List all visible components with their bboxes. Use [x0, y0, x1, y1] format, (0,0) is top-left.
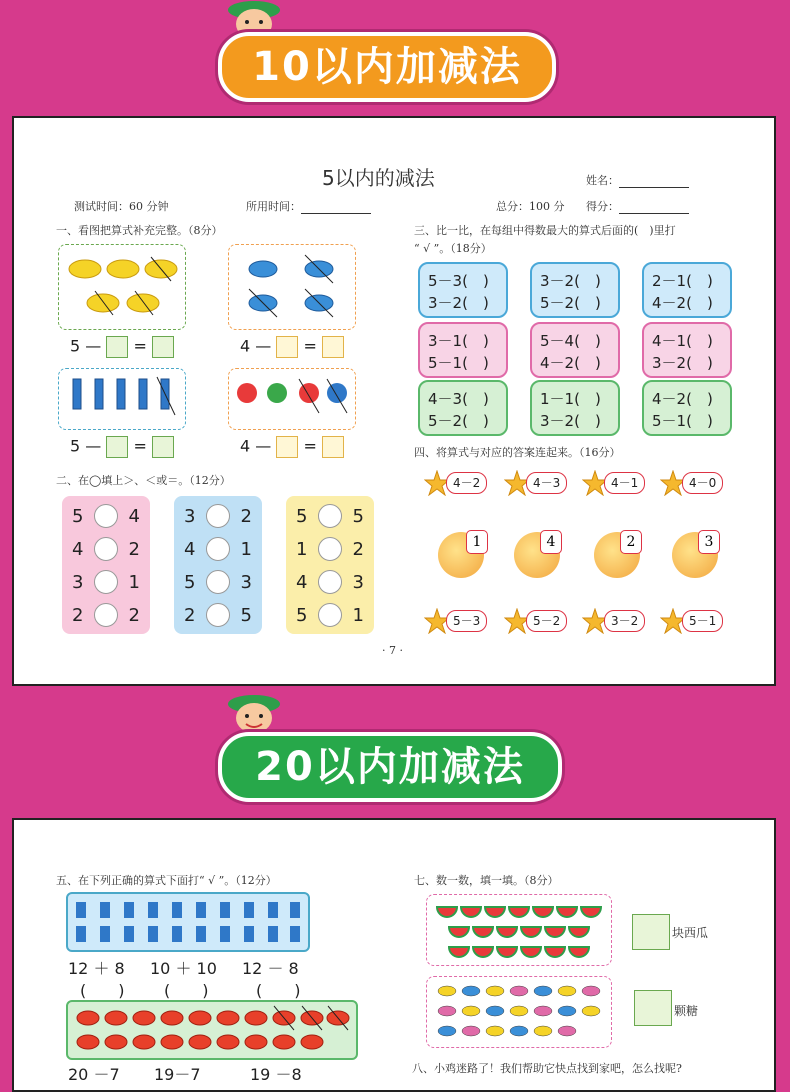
score-field: 得分：	[586, 198, 689, 214]
section-8-title: 八、小鸡迷路了！我们帮助它快点找到家吧，怎么找呢?	[412, 1062, 682, 1075]
section-4-title: 四、将算式与对应的答案连起来。（16分）	[414, 446, 621, 459]
expression-5: 19－7	[154, 1065, 201, 1084]
candy-answer-box[interactable]	[634, 990, 672, 1026]
compare-row: 2 5	[184, 605, 252, 626]
compare-group-1	[62, 496, 150, 634]
worksheet-page-7	[12, 116, 776, 686]
answer-paren[interactable]: ( )	[256, 981, 301, 1000]
expression-4: 20 －7	[68, 1065, 120, 1084]
section-1-title: 一、看图把算式补充完整。（8分）	[56, 224, 223, 237]
expression-pill[interactable]: 4－1	[604, 472, 645, 494]
choice-box-6[interactable]: 4－1( ) 3－2( )	[642, 322, 732, 378]
section-3-title: 三、比一比，在每组中得数最大的算式后面的( )里打	[414, 224, 676, 237]
page-number: · 7 ·	[382, 644, 403, 657]
compare-row: 3 1	[72, 572, 140, 593]
mango-icon	[59, 245, 185, 329]
choice-box-5[interactable]: 5－4( ) 4－2( )	[530, 322, 620, 378]
mango-picture	[58, 244, 186, 330]
expression-2: 10 ＋ 10	[150, 959, 217, 978]
compare-group-3	[286, 496, 374, 634]
drum-picture	[66, 1000, 358, 1060]
banner-10-within: 10以内加减法	[218, 32, 556, 102]
answer-tag[interactable]: 4	[540, 530, 562, 554]
watermelon-icon	[427, 895, 611, 965]
choice-box-3[interactable]: 2－1( ) 4－2( )	[642, 262, 732, 318]
answer-tag[interactable]: 1	[466, 530, 488, 554]
compare-row: 5 5	[296, 506, 364, 527]
page-title: 5以内的减法	[322, 166, 435, 190]
used-time-field: 所用时间：	[246, 198, 371, 214]
wrapped-candy-icon	[427, 977, 611, 1047]
pencil-picture	[58, 368, 186, 430]
compare-row: 5 3	[184, 572, 252, 593]
answer-tag[interactable]: 3	[698, 530, 720, 554]
answer-tag[interactable]: 2	[620, 530, 642, 554]
bottle-picture	[66, 892, 310, 952]
name-field: 姓名：	[586, 172, 689, 188]
section-7-title: 七、数一数，填一填。（8分）	[414, 874, 559, 887]
compare-row: 1 2	[296, 539, 364, 560]
expression-pill[interactable]: 4－0	[682, 472, 723, 494]
compare-row: 2 2	[72, 605, 140, 626]
expression-3: 12 － 8	[242, 959, 299, 978]
pinwheel-icon	[229, 369, 355, 429]
expression-pill[interactable]: 5－1	[682, 610, 723, 632]
compare-row: 5 1	[296, 605, 364, 626]
choice-box-8[interactable]: 1－1( ) 3－2( )	[530, 380, 620, 436]
choice-box-2[interactable]: 3－2( ) 5－2( )	[530, 262, 620, 318]
watermelon-label: 块西瓜	[672, 926, 709, 940]
compare-row: 4 3	[296, 572, 364, 593]
watermelon-picture	[426, 894, 612, 966]
answer-paren[interactable]: ( )	[80, 981, 125, 1000]
section-2-title: 二、在◯填上＞、＜或＝。（12分）	[56, 474, 231, 487]
expression-1: 12 ＋ 8	[68, 959, 125, 978]
choice-box-4[interactable]: 3－1( ) 5－1( )	[418, 322, 508, 378]
expression-pill[interactable]: 4－3	[526, 472, 567, 494]
compare-row: 4 1	[184, 539, 252, 560]
choice-box-1[interactable]: 5－3( ) 3－2( )	[418, 262, 508, 318]
compare-row: 4 2	[72, 539, 140, 560]
candy-label: 颗糖	[674, 1004, 699, 1018]
candy-icon	[229, 245, 355, 329]
candy-pile-picture	[426, 976, 612, 1048]
candy-picture	[228, 244, 356, 330]
banner-20-within: 20以内加减法	[218, 732, 562, 802]
choice-box-9[interactable]: 4－2( ) 5－1( )	[642, 380, 732, 436]
expression-pill[interactable]: 4－2	[446, 472, 487, 494]
watermelon-answer-box[interactable]	[632, 914, 670, 950]
worksheet-page-8	[12, 818, 776, 1092]
equation-3: 5 — =	[70, 436, 174, 458]
total-score: 总分：100 分	[496, 200, 565, 213]
test-time: 测试时间：60 分钟	[74, 200, 169, 213]
drum-icon	[68, 1002, 356, 1058]
compare-group-2	[174, 496, 262, 634]
pencil-icon	[59, 369, 185, 429]
choice-box-7[interactable]: 4－3( ) 5－2( )	[418, 380, 508, 436]
cartoon-kid-icon	[222, 694, 286, 734]
equation-4: 4 — =	[240, 436, 344, 458]
bottle-icon	[68, 894, 308, 950]
expression-6: 19 －8	[250, 1065, 302, 1084]
equation-1: 5 — =	[70, 336, 174, 358]
section-3-title-cont: “ √ ”。（18分）	[414, 242, 492, 255]
expression-pill[interactable]: 5－3	[446, 610, 487, 632]
expression-pill[interactable]: 5－2	[526, 610, 567, 632]
compare-row: 5 4	[72, 506, 140, 527]
expression-pill[interactable]: 3－2	[604, 610, 645, 632]
pinwheel-picture	[228, 368, 356, 430]
compare-row: 3 2	[184, 506, 252, 527]
equation-2: 4 — =	[240, 336, 344, 358]
section-5-title: 五、在下列正确的算式下面打“ √ ”。（12分）	[56, 874, 277, 887]
answer-paren[interactable]: ( )	[164, 981, 209, 1000]
